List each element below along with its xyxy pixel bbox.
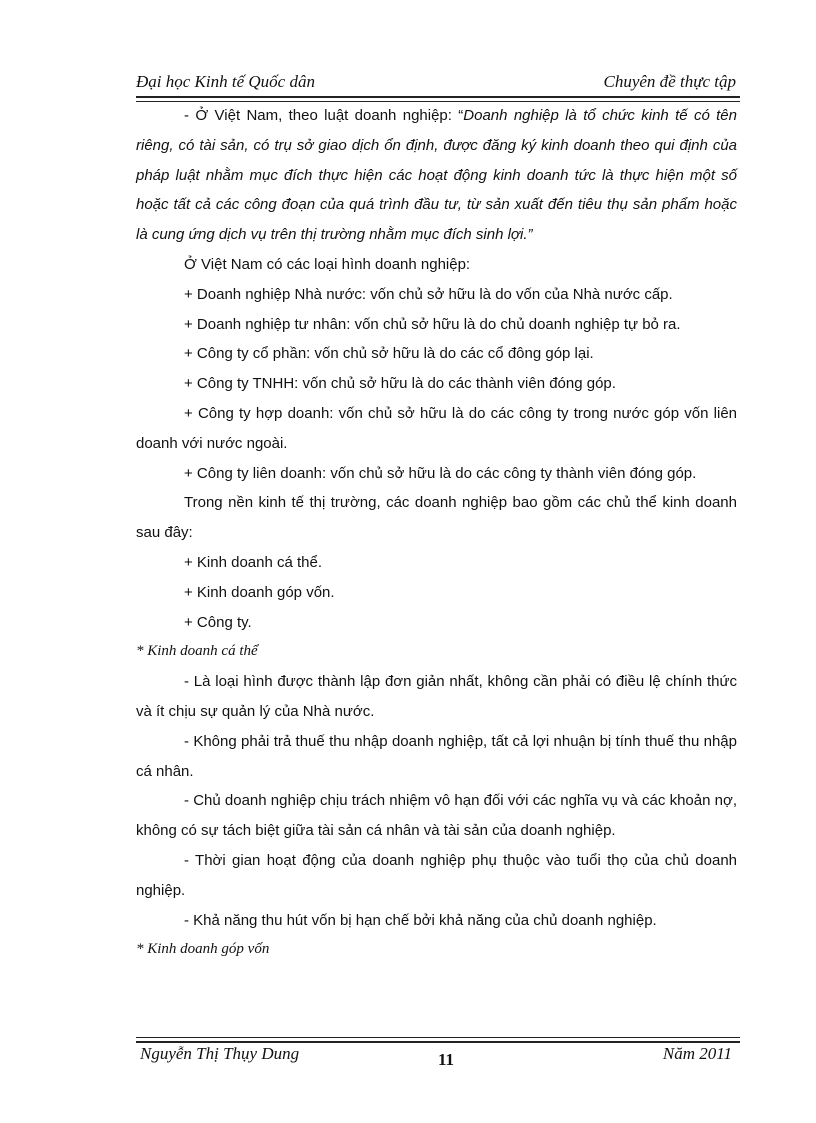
law-definition-quote: Doanh nghiệp là tổ chức kinh tế có tên riêng, có tài sản, có trụ sở giao dịch ổn định, được đăng ký kinh doanh theo qui định của pháp luật nhằm mục đích thực hiện các hoạt động kinh doanh tức là thực hiện một số hoặc tất cả các công đoạn của quá trình đầu tư, từ sản xuất đến tiêu thụ sản phẩm hoặc là cung ứng dịch vụ trên thị trường nhằm mục đích sinh lợi.” bbox=[136, 107, 737, 244]
header-document-type: Chuyên đề thực tập bbox=[603, 72, 736, 91]
sole-point-2: - Không phải trả thuế thu nhập doanh nghiệp, tất cả lợi nhuận bị tính thuế thu nhập cá nhân. bbox=[136, 732, 737, 780]
section-heading-sole-proprietorship: * Kinh doanh cá thể bbox=[136, 643, 258, 660]
page-header bbox=[136, 72, 740, 96]
type-item-joint-stock: + Công ty cổ phần: vốn chủ sở hữu là do các cổ đông góp lại. bbox=[184, 345, 594, 363]
law-definition-intro: - Ở Việt Nam, theo luật doanh nghiệp: “ bbox=[184, 107, 464, 124]
page-body bbox=[136, 101, 737, 965]
market-intro: Trong nền kinh tế thị trường, các doanh nghiệp bao gồm các chủ thể kinh doanh sau đây: bbox=[136, 494, 737, 542]
market-type-partnership: + Kinh doanh góp vốn. bbox=[184, 583, 335, 601]
page-footer bbox=[136, 1044, 740, 1074]
footer-rule-thin bbox=[136, 1037, 740, 1038]
type-item-partnership: + Công ty hợp doanh: vốn chủ sở hữu là do các công ty trong nước góp vốn liên doanh với nước ngoài. bbox=[136, 404, 737, 452]
sole-point-4: - Thời gian hoạt động của doanh nghiệp phụ thuộc vào tuổi thọ của chủ doanh nghiệp. bbox=[136, 851, 737, 899]
type-item-private: + Doanh nghiệp tư nhân: vốn chủ sở hữu là do chủ doanh nghiệp tự bỏ ra. bbox=[184, 315, 681, 333]
market-type-sole: + Kinh doanh cá thể. bbox=[184, 553, 323, 571]
footer-year: Năm 2011 bbox=[662, 1044, 732, 1063]
sole-point-1: - Là loại hình được thành lập đơn giản nhất, không cần phải có điều lệ chính thức và ít chịu sự quản lý của Nhà nước. bbox=[136, 673, 737, 720]
sole-point-3: - Chủ doanh nghiệp chịu trách nhiệm vô hạn đối với các nghĩa vụ và các khoản nợ, không có sự tách biệt giữa tài sản cá nhân và tài sản của doanh nghiệp. bbox=[136, 792, 737, 840]
footer-author: Nguyễn Thị Thụy Dung bbox=[140, 1044, 300, 1063]
type-item-llc: + Công ty TNHH: vốn chủ sở hữu là do các thành viên đóng góp. bbox=[184, 375, 616, 393]
footer-rule-thick bbox=[136, 1041, 740, 1043]
header-rule-thick bbox=[136, 96, 740, 98]
type-item-state: + Doanh nghiệp Nhà nước: vốn chủ sở hữu là do vốn của Nhà nước cấp. bbox=[184, 285, 673, 303]
market-type-company: + Công ty. bbox=[184, 613, 252, 631]
law-definition-paragraph bbox=[136, 101, 737, 250]
sole-point-5: - Khả năng thu hút vốn bị hạn chế bởi khả năng của chủ doanh nghiệp. bbox=[184, 911, 657, 929]
types-intro: Ở Việt Nam có các loại hình doanh nghiệp: bbox=[184, 255, 471, 273]
page-number: 11 bbox=[438, 1050, 455, 1069]
type-item-joint-venture: + Công ty liên doanh: vốn chủ sở hữu là do các công ty thành viên đóng góp. bbox=[184, 464, 697, 482]
section-heading-partnership: * Kinh doanh góp vốn bbox=[136, 941, 270, 958]
header-university: Đại học Kinh tế Quốc dân bbox=[136, 72, 315, 91]
